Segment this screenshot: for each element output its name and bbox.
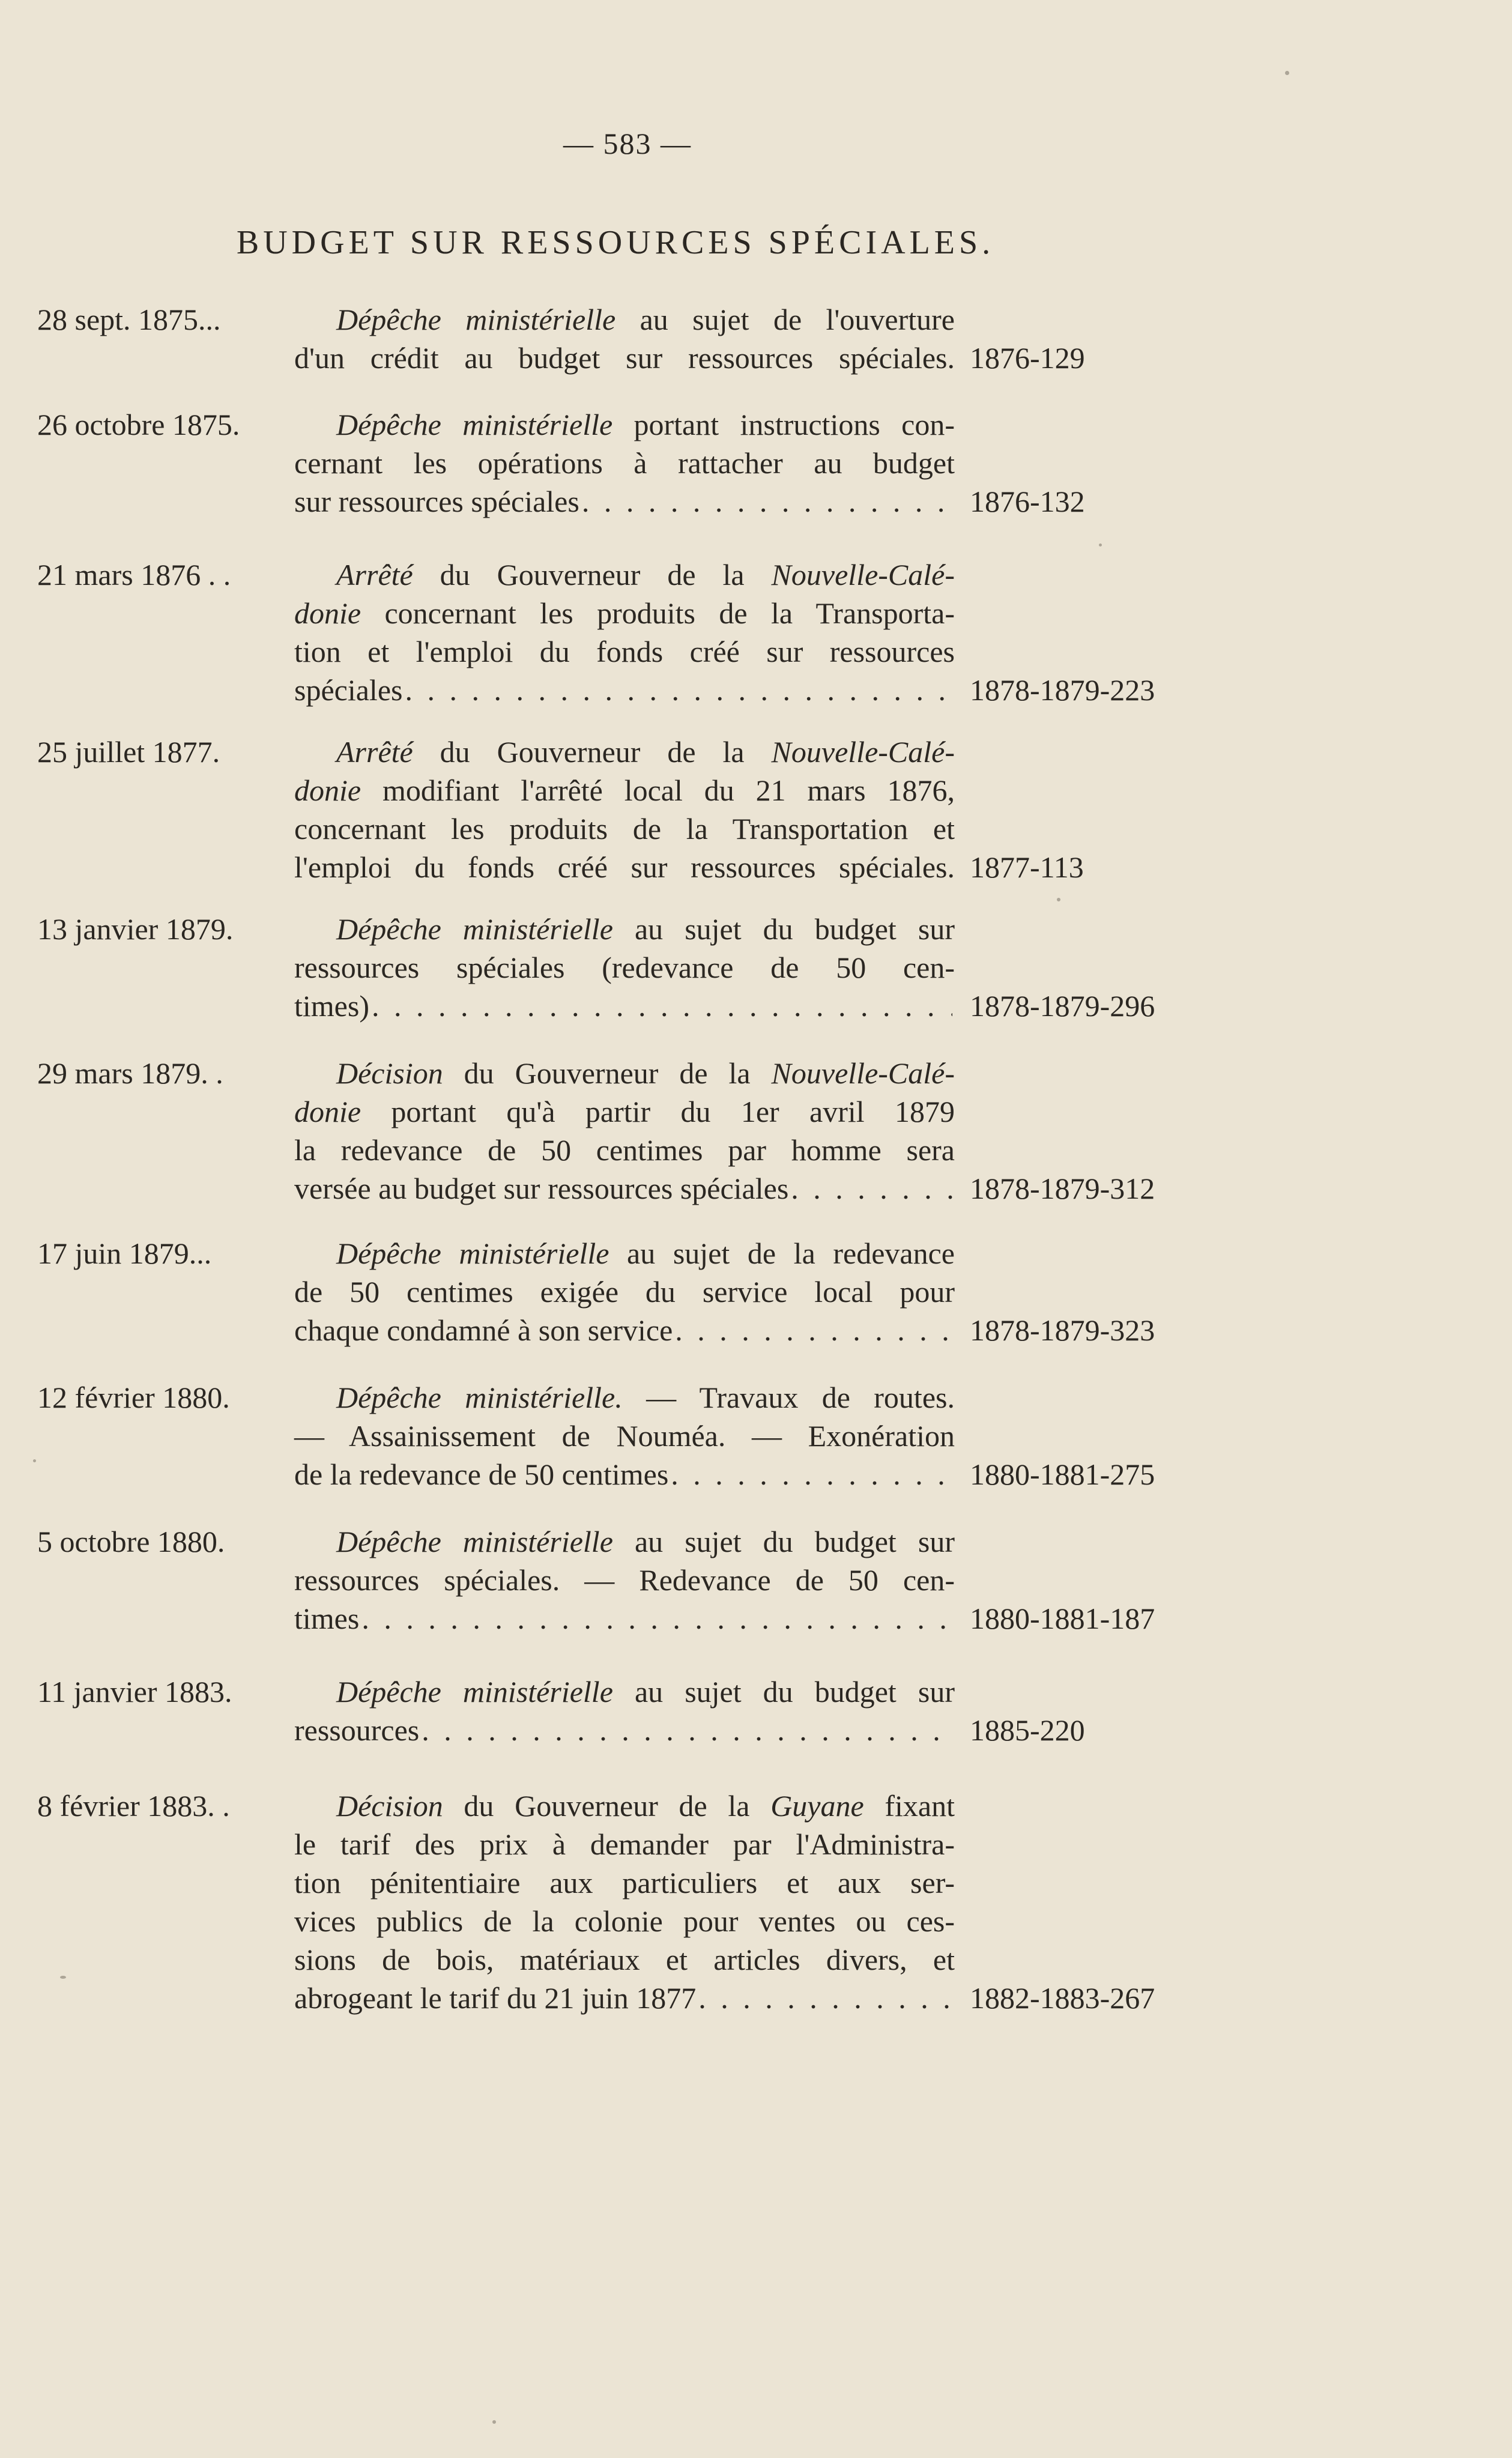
italic-text: Dépêche ministérielle — [336, 1675, 613, 1709]
italic-text: Décision — [336, 1056, 443, 1090]
text-line — [294, 1863, 955, 1902]
text-line — [294, 1273, 955, 1311]
leader-text — [294, 1455, 668, 1494]
text-run: au sujet de l'ouverture — [615, 303, 955, 336]
bulletin-reference: 1876-132 — [970, 485, 1085, 518]
dot-leader — [361, 1599, 952, 1638]
text-line — [294, 1455, 955, 1494]
entry-description — [294, 1234, 955, 1349]
dot-leader — [675, 1311, 952, 1349]
text-line — [294, 1092, 955, 1131]
entry-description — [294, 1378, 955, 1494]
dot-leader — [582, 482, 952, 521]
text-line — [294, 910, 955, 948]
bulletin-reference: 1878-1879-296 — [970, 989, 1155, 1023]
entry-description — [294, 1787, 955, 2017]
bulletin-reference: 1880-1881-275 — [970, 1458, 1155, 1491]
italic-text: donie — [294, 773, 361, 807]
text-run: concernant les produits de la Transporta- — [361, 596, 955, 630]
text-run: au sujet de la redevance — [609, 1237, 955, 1270]
entry-date: 11 janvier 1883. — [37, 1675, 232, 1709]
italic-text: Décision — [336, 1789, 443, 1823]
entry-description — [294, 910, 955, 1025]
paper-speck — [33, 1459, 36, 1462]
paper-speck — [1285, 71, 1289, 75]
text-run: de la redevance de 50 centimes — [294, 1458, 669, 1491]
text-run: chaque condamné à son service — [294, 1313, 673, 1347]
text-run: du Gouverneur de la — [443, 1056, 772, 1090]
text-run: du Gouverneur de la — [413, 558, 772, 592]
text-line — [294, 405, 955, 444]
entry-description — [294, 300, 955, 377]
text-line — [294, 1711, 955, 1749]
text-run: sions de bois, matériaux et articles divers, et — [294, 1943, 955, 1976]
text-run: fixant — [863, 1789, 955, 1823]
text-line — [294, 1378, 955, 1417]
text-run: vices publics de la colonie pour ventes ou ces- — [294, 1904, 955, 1938]
text-line — [294, 1131, 955, 1169]
text-run: la redevance de 50 centimes par homme sera — [294, 1133, 955, 1167]
text-line — [294, 1417, 955, 1455]
italic-text: Dépêche ministérielle. — [336, 1381, 623, 1414]
bulletin-reference: 1877-113 — [970, 850, 1084, 884]
italic-text: Arrêté — [336, 558, 413, 592]
text-run: au sujet du budget sur — [612, 912, 955, 946]
text-line — [294, 1522, 955, 1561]
text-line — [294, 948, 955, 987]
entry-description — [294, 1054, 955, 1208]
dot-leader — [791, 1169, 952, 1208]
leader-text — [294, 1711, 419, 1749]
leader-text — [294, 1169, 788, 1208]
entry-date: 8 février 1883. . — [37, 1789, 230, 1823]
entry-description — [294, 1522, 955, 1638]
text-run: versée au budget sur ressources spéciales — [294, 1172, 789, 1205]
entry-description — [294, 405, 955, 521]
leader-text — [294, 987, 369, 1025]
text-line — [294, 810, 955, 848]
entry-date: 29 mars 1879. . — [37, 1056, 223, 1090]
bulletin-reference: 1878-1879-223 — [970, 673, 1155, 707]
leader-text — [294, 1311, 673, 1349]
italic-text: Nouvelle-Calé- — [771, 558, 955, 592]
text-line — [294, 300, 955, 339]
text-line — [294, 555, 955, 594]
entry-date: 12 février 1880. — [37, 1381, 230, 1414]
text-run: tion et l'emploi du fonds créé sur ressources — [294, 635, 955, 668]
italic-text: Nouvelle-Calé- — [771, 735, 955, 769]
text-run: cernant les opérations à rattacher au budget — [294, 446, 955, 480]
dot-leader — [422, 1711, 952, 1749]
text-run: portant instructions con- — [612, 408, 955, 441]
entry-date: 28 sept. 1875... — [37, 303, 221, 336]
text-line — [294, 1940, 955, 1979]
text-line — [294, 733, 955, 771]
bulletin-reference: 1876-129 — [970, 341, 1085, 375]
italic-text: Dépêche ministérielle — [336, 912, 613, 946]
text-line — [294, 771, 955, 810]
text-run: tion pénitentiaire aux particuliers et aux ser- — [294, 1866, 955, 1900]
text-line — [294, 444, 955, 482]
text-run: portant qu'à partir du 1er avril 1879 — [361, 1095, 955, 1128]
text-run: times — [294, 1602, 360, 1635]
page-number: — 583 — — [563, 127, 692, 160]
entry-description — [294, 733, 955, 886]
paper-speck — [492, 2420, 496, 2424]
text-line — [294, 632, 955, 671]
italic-text: Nouvelle-Calé- — [771, 1056, 955, 1090]
paper-speck — [1057, 898, 1060, 901]
text-run: times) — [294, 989, 369, 1023]
entry-date: 21 mars 1876 . . — [37, 558, 231, 592]
leader-text — [294, 1979, 696, 2017]
leader-text — [294, 671, 402, 709]
text-line — [294, 1311, 955, 1349]
italic-text: donie — [294, 596, 361, 630]
text-run: au sujet du budget sur — [612, 1675, 955, 1709]
text-run: ressources spéciales (redevance de 50 cen- — [294, 951, 955, 984]
entry-date: 13 janvier 1879. — [37, 912, 234, 946]
text-run: — Travaux de routes. — [622, 1381, 955, 1414]
italic-text: Dépêche ministérielle — [336, 1237, 609, 1270]
text-run: concernant les produits de la Transportation et — [294, 812, 955, 846]
bulletin-reference: 1880-1881-187 — [970, 1602, 1155, 1635]
entry-date: 25 juillet 1877. — [37, 735, 220, 769]
text-run: le tarif des prix à demander par l'Administra- — [294, 1827, 955, 1861]
italic-text: donie — [294, 1095, 361, 1128]
bulletin-reference: 1885-220 — [970, 1713, 1085, 1747]
text-run: ressources — [294, 1713, 420, 1747]
bulletin-reference: 1878-1879-312 — [970, 1172, 1155, 1205]
text-run: du Gouverneur de la — [413, 735, 772, 769]
dot-leader — [405, 671, 952, 709]
dot-leader — [698, 1979, 952, 2017]
text-line — [294, 1672, 955, 1711]
section-title: BUDGET SUR RESSOURCES SPÉCIALES. — [236, 224, 995, 261]
entry-date: 26 octobre 1875. — [37, 408, 240, 441]
text-run: de 50 centimes exigée du service local pour — [294, 1275, 955, 1309]
entry-description — [294, 1672, 955, 1749]
text-line — [294, 1561, 955, 1599]
text-line — [294, 1599, 955, 1638]
bulletin-reference: 1882-1883-267 — [970, 1981, 1155, 2015]
italic-text: Arrêté — [336, 735, 413, 769]
text-line — [294, 1825, 955, 1863]
italic-text: Dépêche ministérielle — [336, 303, 616, 336]
text-run: d'un crédit au budget sur ressources spéciales. — [294, 341, 955, 375]
entry-description — [294, 555, 955, 709]
text-line — [294, 1902, 955, 1940]
text-line — [294, 1054, 955, 1092]
text-run: spéciales — [294, 673, 403, 707]
paper-speck — [1099, 543, 1102, 546]
entry-date: 17 juin 1879... — [37, 1237, 212, 1270]
text-line — [294, 1979, 955, 2017]
text-line — [294, 1234, 955, 1273]
text-run: modifiant l'arrêté local du 21 mars 1876, — [361, 773, 955, 807]
italic-text: Dépêche ministérielle — [336, 1525, 613, 1558]
text-run: sur ressources spéciales — [294, 485, 579, 518]
text-line — [294, 848, 955, 886]
italic-text: Guyane — [770, 1789, 864, 1823]
text-run: du Gouverneur de la — [443, 1789, 771, 1823]
dot-leader — [671, 1455, 952, 1494]
text-run: ressources spéciales. — Redevance de 50 cen- — [294, 1563, 955, 1597]
leader-text — [294, 1599, 359, 1638]
text-line — [294, 482, 955, 521]
dot-leader — [372, 987, 952, 1025]
text-line — [294, 1169, 955, 1208]
text-run: au sujet du budget sur — [612, 1525, 955, 1558]
text-line — [294, 594, 955, 632]
text-line — [294, 987, 955, 1025]
text-line — [294, 1787, 955, 1825]
text-line — [294, 339, 955, 377]
text-run: abrogeant le tarif du 21 juin 1877 — [294, 1981, 697, 2015]
entry-date: 5 octobre 1880. — [37, 1525, 225, 1558]
leader-text — [294, 482, 579, 521]
text-run: — Assainissement de Nouméa. — Exonération — [294, 1419, 955, 1453]
text-run: l'emploi du fonds créé sur ressources spéciales. — [294, 850, 955, 884]
text-line — [294, 671, 955, 709]
italic-text: Dépêche ministérielle — [336, 408, 613, 441]
paper-speck — [60, 1976, 66, 1979]
bulletin-reference: 1878-1879-323 — [970, 1313, 1155, 1347]
